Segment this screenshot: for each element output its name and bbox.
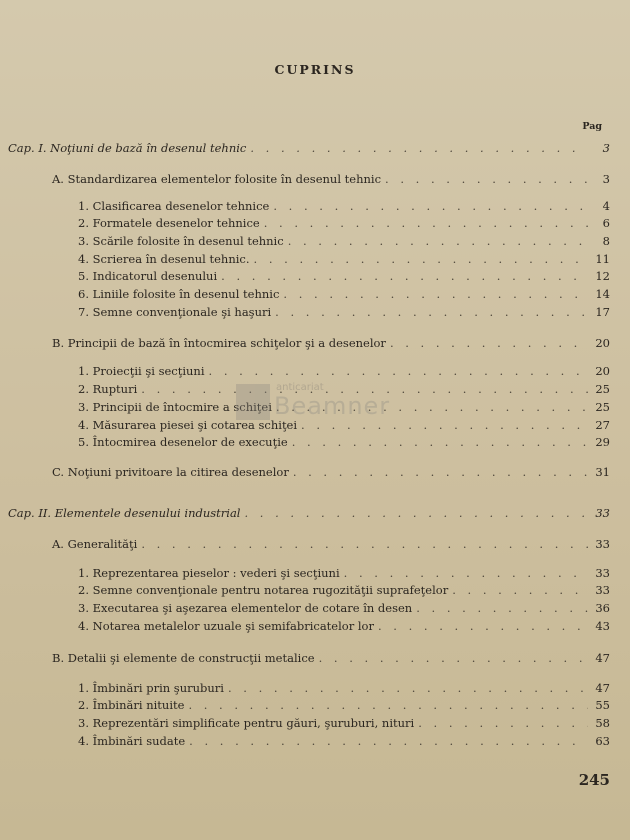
toc-item: 2. Rupturi . . . 25 (78, 382, 610, 396)
section-entry: C. Noţiuni privitoare la citirea desenelor . . . 31 (52, 465, 610, 479)
page-title: CUPRINS (274, 62, 356, 77)
toc-item: 2. Semne convenţionale pentru notarea rugozităţii suprafeţelor . . . 33 (78, 583, 610, 597)
toc-item: 5. Întocmirea desenelor de execuţie . . . 29 (78, 435, 610, 449)
page-number: 245 (578, 771, 610, 789)
watermark-top-text: anticariat (276, 382, 324, 393)
toc-item: 4. Măsurarea piesei şi cotarea schiţei . . . 27 (78, 418, 610, 432)
watermark-icon (236, 384, 270, 420)
section-entry: B. Principii de bază în întocmirea schiţelor şi a desenelor . . . 20 (52, 336, 610, 350)
toc-item: 3. Scările folosite în desenul tehnic . . . 8 (78, 234, 610, 248)
section-entry: B. Detalii şi elemente de construcţii metalice . . . 47 (52, 651, 610, 665)
page-column-label: Pag (582, 121, 602, 132)
watermark-main-text: Beamner (274, 392, 391, 420)
chapter-entry: Cap. I. Noţiuni de bază în desenul tehnic . . . 3 (8, 141, 610, 155)
toc-item: 2. Formatele desenelor tehnice . . . 6 (78, 216, 610, 230)
toc-item: 4. Notarea metalelor uzuale şi semifabricatelor lor . . . 43 (78, 619, 610, 633)
toc-item: 1. Proiecţii şi secţiuni . . . 20 (78, 364, 610, 378)
toc-item: 6. Liniile folosite în desenul tehnic . . . 14 (78, 287, 610, 301)
toc-item: 3. Principii de întocmire a schiţei . . . 25 (78, 400, 610, 414)
chapter-entry: Cap. II. Elementele desenului industrial . . . 33 (8, 506, 610, 520)
section-entry: A. Standardizarea elementelor folosite în desenul tehnic . . . 3 (52, 172, 610, 186)
toc-item: 1. Îmbinări prin şuruburi . . . 47 (78, 681, 610, 695)
toc-item: 7. Semne convenţionale şi haşuri . . . 17 (78, 305, 610, 319)
section-entry: A. Generalităţi . . . 33 (52, 537, 610, 551)
toc-item: 1. Reprezentarea pieselor : vederi şi secţiuni . . . 33 (78, 566, 610, 580)
toc-item: 1. Clasificarea desenelor tehnice . . . 4 (78, 199, 610, 213)
toc-item: 4. Scrierea în desenul tehnic. . . . 11 (78, 252, 610, 266)
watermark-logo (236, 382, 404, 424)
toc-item: 4. Îmbinări sudate . . . 63 (78, 734, 610, 748)
toc-item: 3. Reprezentări simplificate pentru găuri, şuruburi, nituri . . . 58 (78, 716, 610, 730)
toc-item: 5. Indicatorul desenului . . . 12 (78, 269, 610, 283)
toc-item: 2. Îmbinări nituite . . . 55 (78, 698, 610, 712)
toc-item: 3. Executarea şi aşezarea elementelor de cotare în desen . . . 36 (78, 601, 610, 615)
